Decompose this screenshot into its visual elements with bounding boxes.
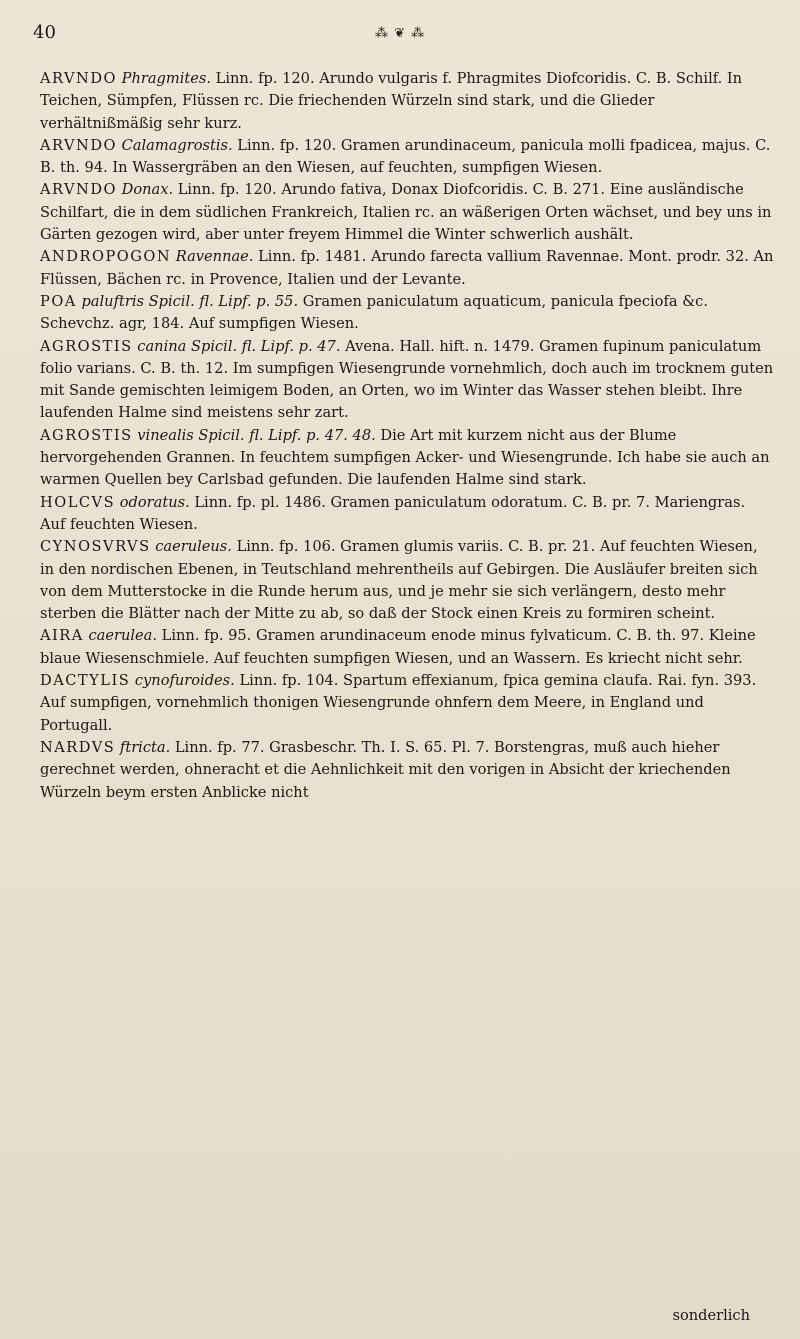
entry-text: Gramen paniculatum aquaticum, panicula fpeciofa &c. Schevchz. agr, 184. Auf sumpfigen Wiesen. bbox=[40, 292, 708, 333]
entry-species: paluftris Spicil. fl. Lipf. p. 55. bbox=[81, 292, 299, 310]
entry-text: Linn. fp. 77. Grasbeschr. Th. I. S. 65. Pl. 7. Borstengras, muß auch hieher gerechnet werden, ohneracht et die Aehnlichkeit mit den vorigen in Absicht der kriechenden Würzeln beym ersten Anblicke nicht bbox=[40, 738, 731, 801]
entry-species: Calamagrostis. bbox=[121, 136, 233, 154]
entry-genus: AGROSTIS bbox=[40, 426, 133, 444]
entry-species: caerulea. bbox=[88, 627, 158, 645]
entry-genus: ARVNDO bbox=[40, 70, 117, 87]
entry-species: vinealis Spicil. fl. Lipf. p. 47. 48. bbox=[137, 426, 376, 444]
entry-list bbox=[40, 68, 775, 804]
header-ornament: ⁂ ❦ ⁂ bbox=[375, 26, 426, 41]
entry-paragraph bbox=[40, 625, 775, 670]
entry-species: Donax. bbox=[121, 181, 174, 199]
catchword: sonderlich bbox=[672, 1307, 750, 1324]
entry-paragraph bbox=[40, 246, 775, 291]
entry-text: Linn. fp. 120. Arundo fativa, Donax Diofcoridis. C. B. 271. Eine ausländische Schilfart, die in dem südlichen Frankreich, Italien rc. an wäßerigen Orten wächset, und bey uns in Gärten gezogen wird, aber unter freyem Himmel die Winter schwerlich aushält. bbox=[40, 181, 772, 244]
entry-species: caeruleus. bbox=[155, 538, 232, 556]
entry-paragraph bbox=[40, 179, 775, 246]
entry-genus: POA bbox=[40, 292, 77, 310]
entry-paragraph bbox=[40, 536, 775, 625]
entry-genus: HOLCVS bbox=[40, 493, 116, 511]
entry-species: Ravennae. bbox=[175, 248, 254, 266]
entry-species: odoratus. bbox=[119, 493, 190, 511]
entry-paragraph bbox=[40, 737, 775, 804]
entry-text: Linn. fp. 1481. Arundo farecta vallium Ravennae. Mont. prodr. 32. An Flüssen, Bächen rc. in Provence, Italien und der Levante. bbox=[40, 248, 774, 288]
entry-genus: AGROSTIS bbox=[40, 337, 133, 355]
entry-text: Avena. Hall. hift. n. 1479. Gramen fupinum paniculatum folio varians. C. B. th. 12. Im sumpfigen Wiesengrunde vornehmlich, doch auch im trocknem guten mit Sande gemischten leimigem Boden, an Orten, wo im Winter das Wasser stehen bleibt. Ihre laufenden Halme sind meistens sehr zart. bbox=[40, 337, 774, 422]
entry-genus: AIRA bbox=[40, 627, 84, 645]
entry-text: Die Art mit kurzem nicht aus der Blume hervorgehenden Grannen. In feuchtem sumpfigen Acker- und Wiesengrunde. Ich habe sie auch an warmen Quellen bey Carlsbad gefunden. Die laufenden Halme sind stark. bbox=[40, 426, 770, 489]
entry-genus: ARVNDO bbox=[40, 181, 117, 199]
entry-species: cynofuroides. bbox=[134, 672, 235, 690]
entry-text: Linn. fp. 95. Gramen arundinaceum enode minus fylvaticum. C. B. th. 97. Kleine blaue Wiesenschmiele. Auf feuchten sumpfigen Wiesen, und an Wassern. Es kriecht nicht sehr. bbox=[40, 627, 756, 667]
entry-text: Linn. fp. 104. Spartum effexianum, fpica gemina claufa. Rai. fyn. 393. Auf sumpfigen, vornehmlich thonigen Wiesengrunde ohnfern dem Meere, in England und Portugall. bbox=[40, 672, 757, 734]
entry-paragraph bbox=[40, 492, 775, 537]
entry-paragraph bbox=[40, 336, 775, 425]
entry-paragraph bbox=[40, 291, 775, 336]
entry-text: Linn. fp. pl. 1486. Gramen paniculatum odoratum. C. B. pr. 7. Mariengras. Auf feuchten Wiesen. bbox=[40, 493, 746, 533]
entry-paragraph bbox=[40, 68, 775, 135]
entry-text: Linn. fp. 120. Arundo vulgaris f. Phragmites Diofcoridis. C. B. Schilf. In Teichen, Sümpfen, Flüssen rc. Die friechenden Würzeln sind stark, und die Glieder verhältnißmäßig sehr kurz. bbox=[40, 70, 743, 132]
entry-paragraph bbox=[40, 425, 775, 492]
entry-paragraph bbox=[40, 670, 775, 737]
entry-genus: ARVNDO bbox=[40, 136, 117, 154]
page-number: 40 bbox=[33, 22, 56, 43]
entry-genus: ANDROPOGON bbox=[40, 248, 172, 266]
entry-text: Linn. fp. 106. Gramen glumis variis. C. B. pr. 21. Auf feuchten Wiesen, in den nordischen Ebenen, in Teutschland mehrentheils auf Gebirgen. Die Ausläufer breiten sich von dem Mutterstocke in die Runde herum aus, und je mehr sie sich verlängern, desto mehr sterben die Blätter nach der Mitte zu ab, so daß der Stock einen Kreis zu formiren scheint. bbox=[40, 538, 758, 623]
entry-text: Linn. fp. 120. Gramen arundinaceum, panicula molli fpadicea, majus. C. B. th. 94. In Wassergräben an den Wiesen, auf feuchten, sumpfigen Wiesen. bbox=[40, 136, 771, 177]
entry-paragraph bbox=[40, 135, 775, 180]
entry-species: Phragmites. bbox=[121, 70, 211, 87]
entry-genus: NARDVS bbox=[40, 738, 116, 756]
entry-species: ftricta. bbox=[119, 738, 171, 756]
entry-species: canina Spicil. fl. Lipf. p. 47. bbox=[137, 337, 341, 355]
entry-genus: DACTYLIS bbox=[40, 672, 131, 690]
entry-genus: CYNOSVRVS bbox=[40, 538, 151, 556]
